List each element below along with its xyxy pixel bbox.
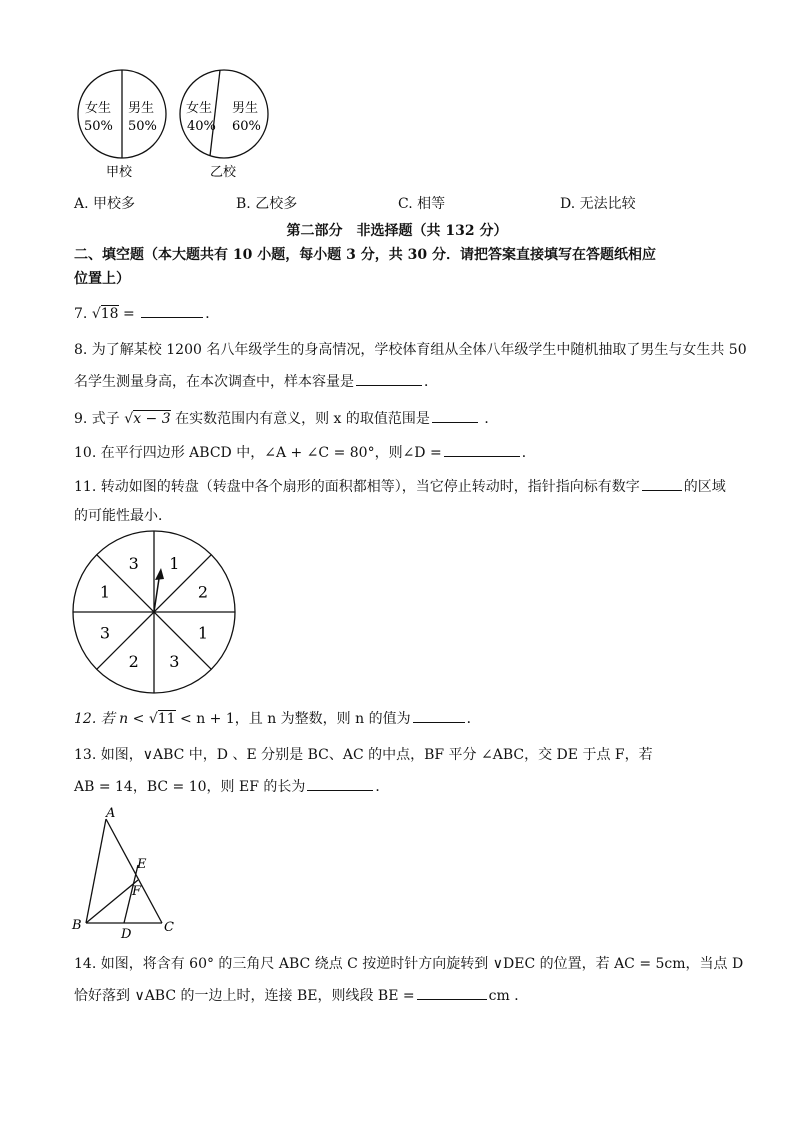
question-10 — [74, 443, 536, 462]
q11-answer-blank[interactable] — [642, 477, 682, 491]
q13-line2-text: AB = 14，BC = 10，则 EF 的长为 — [74, 779, 306, 795]
q12-answer-blank[interactable] — [413, 709, 465, 723]
q9-radicand: x − 3 — [133, 411, 171, 427]
q8-end: ． — [424, 374, 438, 390]
section-title: 第二部分 非选择题（共 132 分） — [286, 223, 508, 239]
q11-line1-end: 的区域 — [683, 479, 726, 495]
label-d: D — [121, 927, 132, 940]
option-d: D. 无法比较 — [560, 196, 636, 212]
label-f: F — [132, 884, 142, 899]
q7-radicand: 18 — [100, 306, 119, 322]
question-13-line1: 13. 如图，∨ABC 中，D 、E 分别是 BC、AC 的中点，BF 平分 ∠ABC，交 DE 于点 F，若 — [74, 747, 653, 763]
q8-line2-text: 名学生测量身高，在本次调查中，样本容量是 — [74, 374, 354, 390]
pie-a-right-pct: 50% — [128, 119, 157, 134]
spinner-wheel — [70, 528, 240, 698]
q9-pre: 9. 式子 — [74, 411, 120, 427]
q12-end: ． — [466, 711, 481, 727]
spinner-sector-number: 1 — [99, 582, 111, 602]
section-heading-line2: 位置上） — [74, 271, 130, 287]
question-8-line2 — [74, 372, 438, 391]
spinner-sector-number: 1 — [197, 623, 209, 643]
spinner-sector-number: 2 — [128, 652, 139, 671]
q8-answer-blank[interactable] — [356, 372, 422, 386]
q13-end: ． — [375, 779, 390, 795]
q7-equals: = — [118, 306, 135, 322]
option-c: C. 相等 — [398, 196, 446, 212]
q9-answer-blank[interactable] — [432, 409, 478, 423]
pie-a-caption: 甲校 — [106, 165, 133, 180]
q12-sqrt-icon: √ — [148, 711, 158, 727]
q13-answer-blank[interactable] — [307, 777, 373, 791]
pie-b-right-pct: 60% — [232, 119, 261, 134]
pie-chart-school-a — [70, 68, 180, 186]
q12-mid: < n + 1，且 n 为整数，则 n 的值为 — [180, 711, 411, 727]
question-9 — [74, 409, 498, 428]
label-a: A — [106, 806, 116, 821]
q7-number: 7. — [74, 306, 88, 322]
q10-end: ． — [521, 445, 536, 461]
label-b: B — [72, 918, 82, 933]
q9-sqrt-icon: √ — [124, 411, 134, 427]
pie-chart-school-b — [172, 68, 282, 186]
pie-b-left-label: 女生 — [186, 101, 213, 116]
question-14-line2 — [74, 986, 528, 1005]
question-11-line1 — [74, 477, 726, 496]
q10-answer-blank[interactable] — [444, 443, 520, 457]
pointer-arrow-icon — [155, 568, 164, 580]
pie-a-left-pct: 50% — [84, 119, 113, 134]
q10-text: 10. 在平行四边形 ABCD 中，∠A + ∠C = 80°，则∠D = — [74, 445, 442, 461]
pie-a-right-label: 男生 — [128, 101, 155, 116]
q14-end: cm ． — [488, 988, 529, 1004]
q9-end: ． — [484, 411, 499, 427]
label-c: C — [164, 920, 174, 935]
q14-answer-blank[interactable] — [417, 986, 487, 1000]
pie-b-left-pct: 40% — [187, 119, 216, 134]
q9-mid: 在实数范围内有意义，则 x 的取值范围是 — [175, 411, 430, 427]
q7-answer-blank[interactable] — [141, 304, 203, 318]
question-13-line2 — [74, 777, 389, 796]
q14-line2-text: 恰好落到 ∨ABC 的一边上时，连接 BE，则线段 BE = — [74, 988, 415, 1004]
label-e: E — [137, 857, 147, 872]
q12-pre: 12. 若 n < — [74, 711, 145, 727]
spinner-sector-number: 3 — [99, 623, 111, 643]
pie-a-left-label: 女生 — [85, 101, 112, 116]
option-a: A. 甲校多 — [74, 196, 136, 212]
q11-line1-text: 11. 转动如图的转盘（转盘中各个扇形的面积都相等），当它停止转动时，指针指向标有数字 — [74, 479, 640, 495]
spinner-sector-number: 3 — [128, 554, 139, 573]
q7-sqrt-icon: √ — [91, 306, 101, 322]
question-11-line2: 的可能性最小． — [74, 508, 172, 524]
q12-radicand: 11 — [157, 711, 176, 727]
pie-b-caption: 乙校 — [210, 165, 237, 180]
question-14-line1: 14. 如图，将含有 60° 的三角尺 ABC 绕点 C 按逆时针方向旋转到 ∨DEC 的位置，若 AC = 5cm，当点 D — [74, 956, 744, 972]
section-heading-line1: 二、填空题（本大题共有 10 小题，每小题 3 分，共 30 分．请把答案直接填写在答题纸相应 — [74, 247, 656, 263]
question-8-line1: 8. 为了解某校 1200 名八年级学生的身高情况，学校体育组从全体八年级学生中随机抽取了男生与女生共 50 — [74, 342, 747, 358]
spinner-sector-number: 2 — [197, 582, 209, 602]
spinner-sector-number: 1 — [169, 554, 180, 573]
triangle-figure — [66, 805, 186, 940]
question-7 — [74, 304, 219, 323]
pie-b-right-label: 男生 — [232, 101, 259, 116]
question-12 — [74, 709, 481, 728]
q7-end: ． — [205, 306, 220, 322]
spinner-sector-number: 3 — [169, 652, 180, 671]
option-b: B. 乙校多 — [236, 196, 298, 212]
